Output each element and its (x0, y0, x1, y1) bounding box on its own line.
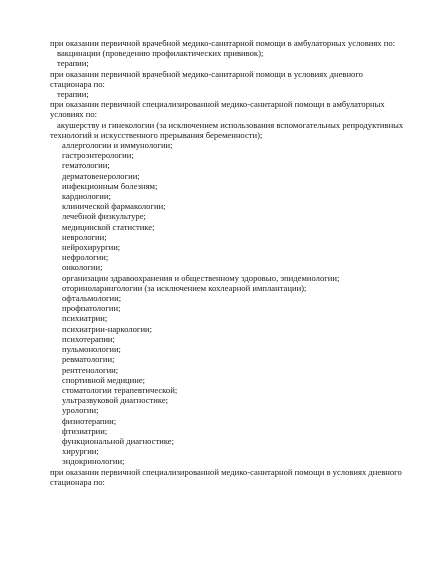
text-line: при оказании первичной врачебной медико-санитарной помощи в амбулаторных условиях по: (50, 38, 396, 48)
text-line: урологии; (62, 405, 99, 416)
text-line: клинической фармакологии; (62, 201, 166, 212)
text-line: хирургии; (62, 446, 99, 457)
text-line: нейрохирургии; (62, 242, 121, 253)
text-line: нефрологии; (62, 252, 109, 263)
text-line: терапии; (57, 89, 89, 100)
text-line: терапии; (57, 58, 89, 69)
text-line: гематологии; (62, 160, 110, 171)
text-line: неврологии; (62, 231, 107, 242)
text-line: офтальмологии; (62, 293, 122, 304)
text-line: пульмонологии; (62, 344, 121, 355)
text-line: фтизиатрии; (62, 425, 108, 436)
text-line: инфекционным болезням; (62, 180, 158, 191)
text-line: стоматологии терапевтической; (62, 384, 178, 395)
text-line: онкологии; (62, 262, 103, 273)
text-line: условиях по: (50, 109, 98, 120)
text-line: стационара по: (50, 476, 105, 487)
text-line: гастроэнтерологии; (62, 150, 134, 161)
text-line: технологий и искусственного прерывания беременности); (50, 129, 263, 140)
text-line: функциональной диагностике; (62, 435, 175, 446)
text-line: психиатрии-наркологии; (62, 323, 153, 334)
text-line: профпатологии; (62, 303, 121, 314)
text-line: психотерапии; (62, 333, 115, 344)
text-line: при оказании первичной специализированной медико-санитарной помощи в амбулаторных (50, 99, 385, 110)
text-line: стационара по: (50, 78, 105, 89)
text-line: медицинской статистике; (62, 221, 155, 232)
text-line: вакцинации (проведению профилактических прививок); (57, 48, 264, 59)
text-line: физиотерапии; (62, 415, 117, 426)
text-line: ревматологии; (62, 354, 115, 365)
text-line: аллергологии и иммунологии; (62, 140, 173, 151)
text-line: психиатрии; (62, 313, 108, 324)
document-body (0, 38, 430, 487)
text-line: акушерству и гинекологии (за исключением использования вспомогательных репродуктивных (57, 119, 404, 130)
text-line: при оказании первичной специализированной медико-санитарной помощи в условиях дневного (50, 466, 402, 477)
text-line: лечебной физкультуре; (62, 211, 146, 222)
text-line: рентгенологии; (62, 364, 119, 375)
text-line: эндокринологии; (62, 456, 125, 467)
text-line: дерматовенерологии; (62, 170, 140, 181)
text-line: организации здравоохранения и общественному здоровью, эпидемиологии; (62, 272, 340, 283)
text-line: кардиологии; (62, 191, 111, 202)
text-line: спортивной медицине; (62, 374, 146, 385)
text-line: оториноларингологии (за исключением кохлеарной имплантации); (62, 282, 307, 293)
text-line: ультразвуковой диагностике; (62, 395, 169, 406)
text-line: при оказании первичной врачебной медико-санитарной помощи в условиях дневного (50, 68, 363, 79)
